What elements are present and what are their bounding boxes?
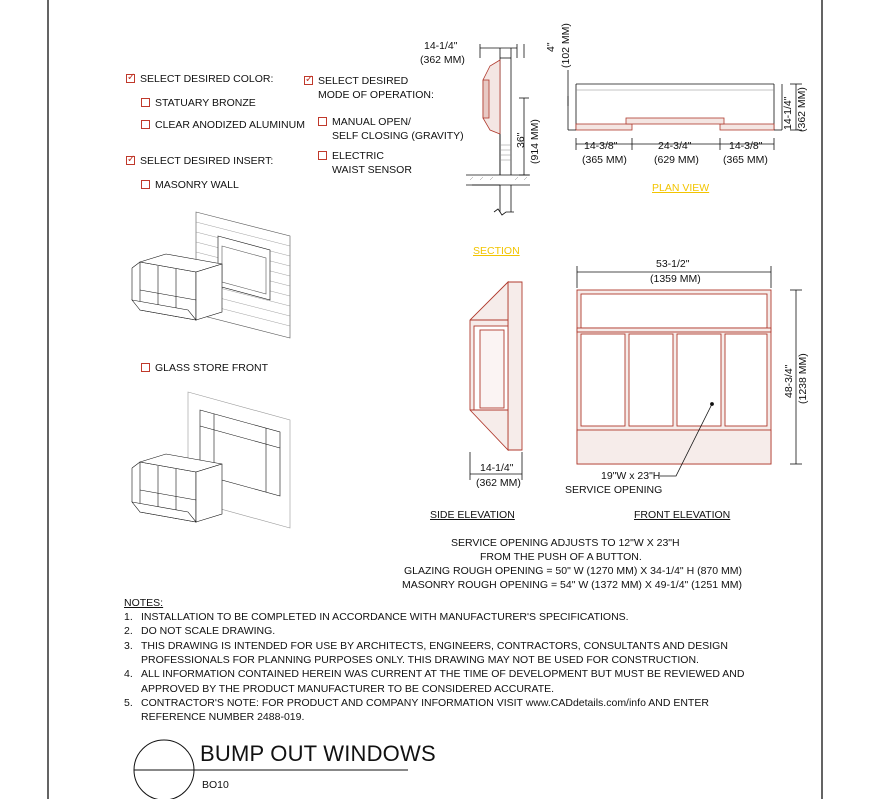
insert-header: SELECT DESIRED INSERT:	[140, 155, 274, 167]
notes-heading: NOTES:	[124, 597, 164, 609]
note-text: APPROVED BY THE PRODUCT MANUFACTURER TO BE CONSIDERED ACCURATE.	[141, 682, 555, 695]
spec-line: MASONRY ROUGH OPENING = 54" W (1372 MM) X 49-1/4" (1251 MM)	[402, 579, 742, 591]
plan-dim-c-metric: (365 MM)	[723, 154, 768, 166]
side-elevation-dim-imperial: 14-1/4"	[480, 462, 514, 474]
iso-storefront	[132, 392, 290, 528]
note-number: 4.	[124, 668, 133, 681]
drawing-title: BUMP OUT WINDOWS	[200, 741, 436, 766]
note-text: INSTALLATION TO BE COMPLETED IN ACCORDANCE WITH MANUFACTURER'S SPECIFICATIONS.	[141, 611, 629, 623]
masonry-wall-label: MASONRY WALL	[155, 179, 239, 191]
side-elevation	[470, 282, 522, 450]
spec-line: SERVICE OPENING ADJUSTS TO 12"W X 23"H	[451, 537, 680, 549]
note-text: CONTRACTOR'S NOTE: FOR PRODUCT AND COMPANY INFORMATION VISIT www.CADdetails.com/info AND ENTER	[141, 696, 709, 709]
side-elevation-label: SIDE ELEVATION	[430, 509, 515, 521]
spec-line: GLAZING ROUGH OPENING = 50" W (1270 MM) X 34-1/4" H (870 MM)	[404, 565, 742, 577]
note-number: 1.	[124, 611, 133, 623]
mode-header-line2: MODE OF OPERATION:	[318, 89, 434, 101]
statuary-bronze-checkbox[interactable]	[141, 98, 150, 107]
note-number: 3.	[124, 639, 133, 652]
front-height-imperial: 48-3/4"	[783, 364, 795, 398]
plan-view	[568, 70, 802, 150]
note-text: DO NOT SCALE DRAWING.	[141, 625, 276, 638]
note-number: 2.	[124, 625, 133, 638]
note-text: PROFESSIONALS FOR PLANNING PURPOSES ONLY. THIS DRAWING MAY NOT BE USED FOR CONSTRUCTION.	[141, 653, 699, 666]
section-top-dim-metric: (362 MM)	[420, 54, 465, 66]
masonry-wall-checkbox[interactable]	[141, 180, 150, 189]
plan-dim-b-imperial: 24-3/4"	[658, 140, 692, 152]
front-elevation	[577, 290, 771, 464]
spec-line: FROM THE PUSH OF A BUTTON.	[480, 551, 642, 563]
color-header: SELECT DESIRED COLOR:	[140, 73, 274, 85]
section-detail	[466, 44, 530, 215]
glass-store-front-label: GLASS STORE FRONT	[155, 362, 268, 374]
manual-open-label-line2: SELF CLOSING (GRAVITY)	[332, 130, 464, 142]
section-vert-dim-metric: (102 MM)	[560, 23, 572, 68]
manual-open-label-line1: MANUAL OPEN/	[332, 116, 411, 128]
plan-depth-metric: (362 MM)	[796, 87, 808, 132]
mode-header-line1: SELECT DESIRED	[318, 75, 409, 87]
front-height-metric: (1238 MM)	[797, 353, 809, 404]
statuary-bronze-label: STATUARY BRONZE	[155, 97, 256, 109]
clear-anodized-label: CLEAR ANODIZED ALUMINUM	[155, 119, 305, 131]
section-side-dim-metric: (914 MM)	[529, 119, 541, 164]
plan-depth-imperial: 14-1/4"	[782, 96, 794, 130]
service-opening-size: 19"W x 23"H	[601, 470, 661, 482]
plan-dim-a-metric: (365 MM)	[582, 154, 627, 166]
mode-checkbox[interactable]	[304, 76, 313, 85]
electric-sensor-label-line1: ELECTRIC	[332, 150, 384, 162]
clear-anodized-checkbox[interactable]	[141, 120, 150, 129]
note-number: 5.	[124, 696, 133, 709]
plan-dim-a-imperial: 14-3/8"	[584, 140, 618, 152]
electric-sensor-label-line2: WAIST SENSOR	[332, 164, 412, 176]
service-opening-label: SERVICE OPENING	[565, 484, 663, 496]
note-text: ALL INFORMATION CONTAINED HEREIN WAS CURRENT AT THE TIME OF DEVELOPMENT BUT MUST BE REVIEWED AND	[141, 668, 745, 681]
section-label: SECTION	[473, 245, 520, 257]
note-text: REFERENCE NUMBER 2488-019.	[141, 711, 305, 724]
side-elevation-dim-metric: (362 MM)	[476, 477, 521, 489]
plan-dim-b-metric: (629 MM)	[654, 154, 699, 166]
drawing-code: BO10	[202, 779, 229, 791]
front-elevation-label: FRONT ELEVATION	[634, 509, 731, 521]
plan-dim-c-imperial: 14-3/8"	[729, 140, 763, 152]
section-top-dim-imperial: 14-1/4"	[424, 40, 458, 52]
manual-open-checkbox[interactable]	[318, 117, 327, 126]
front-width-metric: (1359 MM)	[650, 273, 701, 285]
glass-store-front-checkbox[interactable]	[141, 363, 150, 372]
color-checkbox[interactable]	[126, 74, 135, 83]
electric-sensor-checkbox[interactable]	[318, 151, 327, 160]
front-width-imperial: 53-1/2"	[656, 258, 690, 270]
iso-masonry	[132, 212, 290, 338]
section-vert-dim-imperial: 4"	[545, 42, 557, 52]
section-side-dim-imperial: 36"	[515, 132, 527, 148]
plan-view-label: PLAN VIEW	[652, 182, 710, 194]
insert-checkbox[interactable]	[126, 156, 135, 165]
note-text: THIS DRAWING IS INTENDED FOR USE BY ARCHITECTS, ENGINEERS, CONTRACTORS, CONSULTANTS AND DESIGN	[141, 639, 728, 652]
